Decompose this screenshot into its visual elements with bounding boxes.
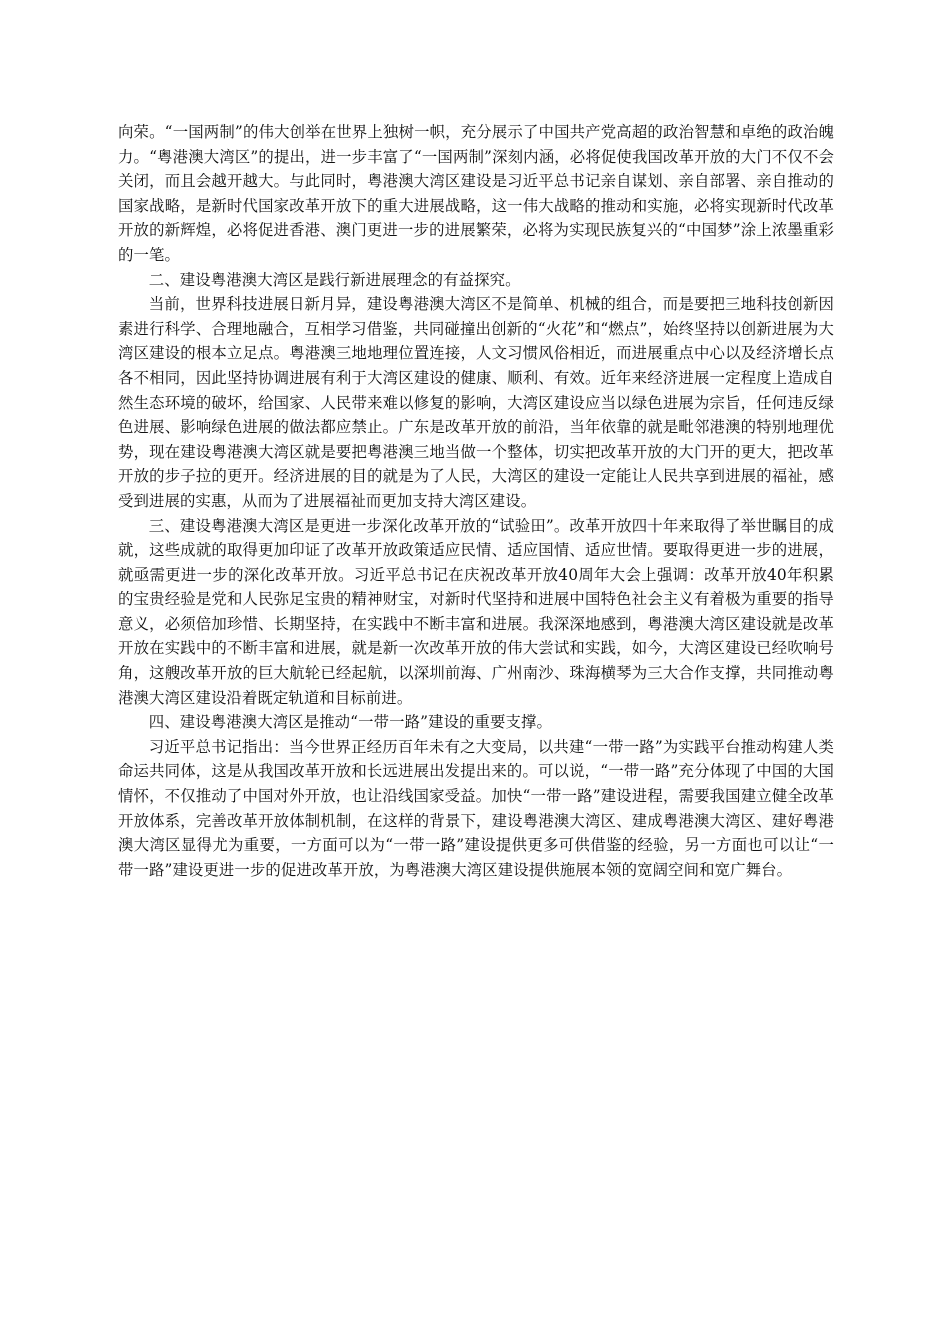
paragraph-section-2: 当前，世界科技进展日新月异，建设粤港澳大湾区不是简单、机械的组合，而是要把三地科技创新因素进行科学、合理地融合，互相学习借鉴，共同碰撞出创新的“火花”和“燃点”，始终坚持以创新进展为大湾区建设的根本立足点。粤港澳三地地理位置连接，人文习惯风俗相近，而进展重点中心以及经济增长点各不相同，因此坚持协调进展有利于大湾区建设的健康、顺利、有效。近年来经济进展一定程度上造成自然生态环境的破坏，给国家、人民带来难以修复的影响，大湾区建设应当以绿色进展为宗旨，任何违反绿色进展、影响绿色进展的做法都应禁止。广东是改革开放的前沿，当年依靠的就是毗邻港澳的特别地理优势，现在建设粤港澳大湾区就是要把粤港澳三地当做一个整体，切实把改革开放的大门开的更大，把改革开放的步子拉的更开。经济进展的目的就是为了人民，大湾区的建设一定能让人民共享到进展的福祉，感受到进展的实惠，从而为了进展福祉而更加支持大湾区建设。 <box>118 295 834 510</box>
section-heading-2: 二、建设粤港澳大湾区是践行新进展理念的有益探究。 <box>148 270 521 289</box>
paragraph-continuation: 向荣。“一国两制”的伟大创举在世界上独树一帜，充分展示了中国共产党高超的政治智慧和卓绝的政治魄力。“粤港澳大湾区”的提出，进一步丰富了“一国两制”深刻内涵，必将促使我国改革开放的大门不仅不会关闭，而且会越开越大。与此同时，粤港澳大湾区建设是习近平总书记亲自谋划、亲自部署、亲自推动的国家战略，是新时代国家改革开放下的重大进展战略，这一伟大战略的推动和实施，必将实现新时代改革开放的新辉煌，必将促进香港、澳门更进一步的进展繁荣，必将为实现民族复兴的“中国梦”涂上浓墨重彩的一笔。 <box>118 123 834 264</box>
section-heading-4: 四、建设粤港澳大湾区是推动“一带一路”建设的重要支撑。 <box>148 713 552 732</box>
paragraph-section-3: 三、建设粤港澳大湾区是更进一步深化改革开放的“试验田”。改革开放四十年来取得了举世瞩目的成就，这些成就的取得更加印证了改革开放政策适应民情、适应国情、适应世情。要取得更进一步的进展，就亟需更进一步的深化改革开放。习近平总书记在庆祝改革开放40周年大会上强调：改革开放40年积累的宝贵经验是党和人民弥足宝贵的精神财宝，对新时代坚持和进展中国特色社会主义有着极为重要的指导意义，必须倍加珍惜、长期坚持，在实践中不断丰富和进展。我深深地感到，粤港澳大湾区建设就是改革开放在实践中的不断丰富和进展，就是新一次改革开放的伟大尝试和实践，如今，大湾区建设已经吹响号角，这艘改革开放的巨大航轮已经起航，以深圳前海、广州南沙、珠海横琴为三大合作支撑，共同推动粤港澳大湾区建设沿着既定轨道和目标前进。 <box>118 516 834 707</box>
document-body <box>118 120 834 882</box>
paragraph-section-4: 习近平总书记指出：当今世界正经历百年未有之大变局，以共建“一带一路”为实践平台推动构建人类命运共同体，这是从我国改革开放和长远进展出发提出来的。可以说，“一带一路”充分体现了中国的大国情怀，不仅推动了中国对外开放，也让沿线国家受益。加快“一带一路”建设进程，需要我国建立健全改革开放体系，完善改革开放体制机制，在这样的背景下，建设粤港澳大湾区、建成粤港澳大湾区、建好粤港澳大湾区显得尤为重要，一方面可以为“一带一路”建设提供更多可供借鉴的经验，另一方面也可以让“一带一路”建设更进一步的促进改革开放，为粤港澳大湾区建设提供施展本领的宽阔空间和宽广舞台。 <box>118 737 834 879</box>
